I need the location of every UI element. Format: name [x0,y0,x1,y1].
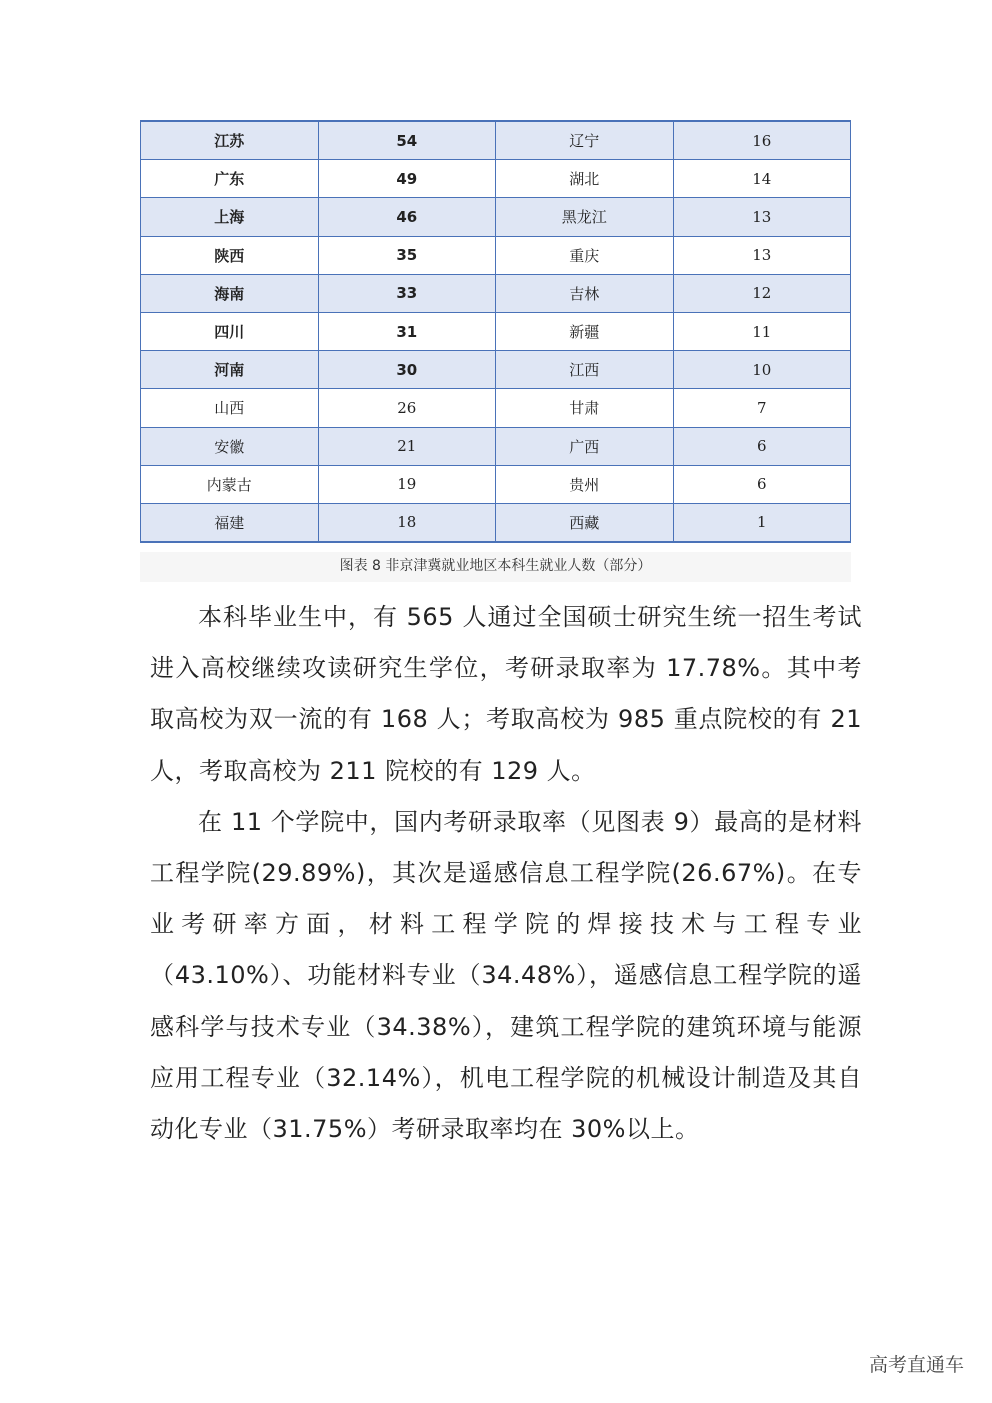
province-name-cell: 福建 [141,503,319,542]
count-cell: 6 [673,465,851,503]
province-name-cell: 江西 [496,351,674,389]
province-name-cell: 黑龙江 [496,198,674,236]
table-row [141,465,851,503]
count-cell: 13 [673,198,851,236]
province-name-cell: 西藏 [496,503,674,542]
table-caption: 图表 8 非京津冀就业地区本科生就业人数（部分） [140,552,851,582]
employment-table-body [141,121,851,542]
count-cell: 21 [318,427,496,465]
count-cell: 1 [673,503,851,542]
province-name-cell: 上海 [141,198,319,236]
province-name-cell: 贵州 [496,465,674,503]
count-cell: 16 [673,121,851,160]
count-cell: 54 [318,121,496,160]
province-name-cell: 广西 [496,427,674,465]
count-cell: 31 [318,312,496,350]
count-cell: 30 [318,351,496,389]
count-cell: 6 [673,427,851,465]
table-row [141,160,851,198]
employment-table [140,120,851,543]
province-name-cell: 河南 [141,351,319,389]
count-cell: 19 [318,465,496,503]
count-cell: 14 [673,160,851,198]
table-row [141,274,851,312]
province-name-cell: 甘肃 [496,389,674,427]
paragraph-postgrad-admission: 本科毕业生中，有 565 人通过全国硕士研究生统一招生考试进入高校继续攻读研究生学位，考研录取率为 17.78%。其中考取高校为双一流的有 168 人；考取高校为 985 重点院校的有 21 人，考取高校为 211 院校的有 129 人。 [150,603,862,785]
table-row [141,389,851,427]
body-text [150,592,862,1155]
province-name-cell: 江苏 [141,121,319,160]
table-row [141,121,851,160]
province-name-cell: 海南 [141,274,319,312]
province-name-cell: 吉林 [496,274,674,312]
province-name-cell: 安徽 [141,427,319,465]
count-cell: 46 [318,198,496,236]
count-cell: 7 [673,389,851,427]
table-row [141,427,851,465]
table-row [141,312,851,350]
table-row [141,503,851,542]
province-name-cell: 广东 [141,160,319,198]
province-name-cell: 辽宁 [496,121,674,160]
province-name-cell: 新疆 [496,312,674,350]
count-cell: 35 [318,236,496,274]
province-name-cell: 四川 [141,312,319,350]
province-name-cell: 内蒙古 [141,465,319,503]
count-cell: 13 [673,236,851,274]
province-name-cell: 山西 [141,389,319,427]
employment-table-container [140,120,851,543]
count-cell: 26 [318,389,496,427]
count-cell: 10 [673,351,851,389]
count-cell: 33 [318,274,496,312]
province-name-cell: 重庆 [496,236,674,274]
table-row [141,351,851,389]
table-row [141,198,851,236]
province-name-cell: 湖北 [496,160,674,198]
watermark: 高考直通车 [868,1354,964,1376]
count-cell: 11 [673,312,851,350]
table-row [141,236,851,274]
count-cell: 18 [318,503,496,542]
paragraph-college-rates: 在 11 个学院中，国内考研录取率（见图表 9）最高的是材料工程学院(29.89%)，其次是遥感信息工程学院(26.67%)。在专业考研率方面，材料工程学院的焊接技术与工程专业（43.10%）、功能材料专业（34.48%），遥感信息工程学院的遥感科学与技术专业（34.38%），建筑工程学院的建筑环境与能源应用工程专业（32.14%），机电工程学院的机械设计制造及其自动化专业（31.75%）考研录取率均在 30%以上。 [150,807,862,1144]
province-name-cell: 陕西 [141,236,319,274]
count-cell: 49 [318,160,496,198]
count-cell: 12 [673,274,851,312]
